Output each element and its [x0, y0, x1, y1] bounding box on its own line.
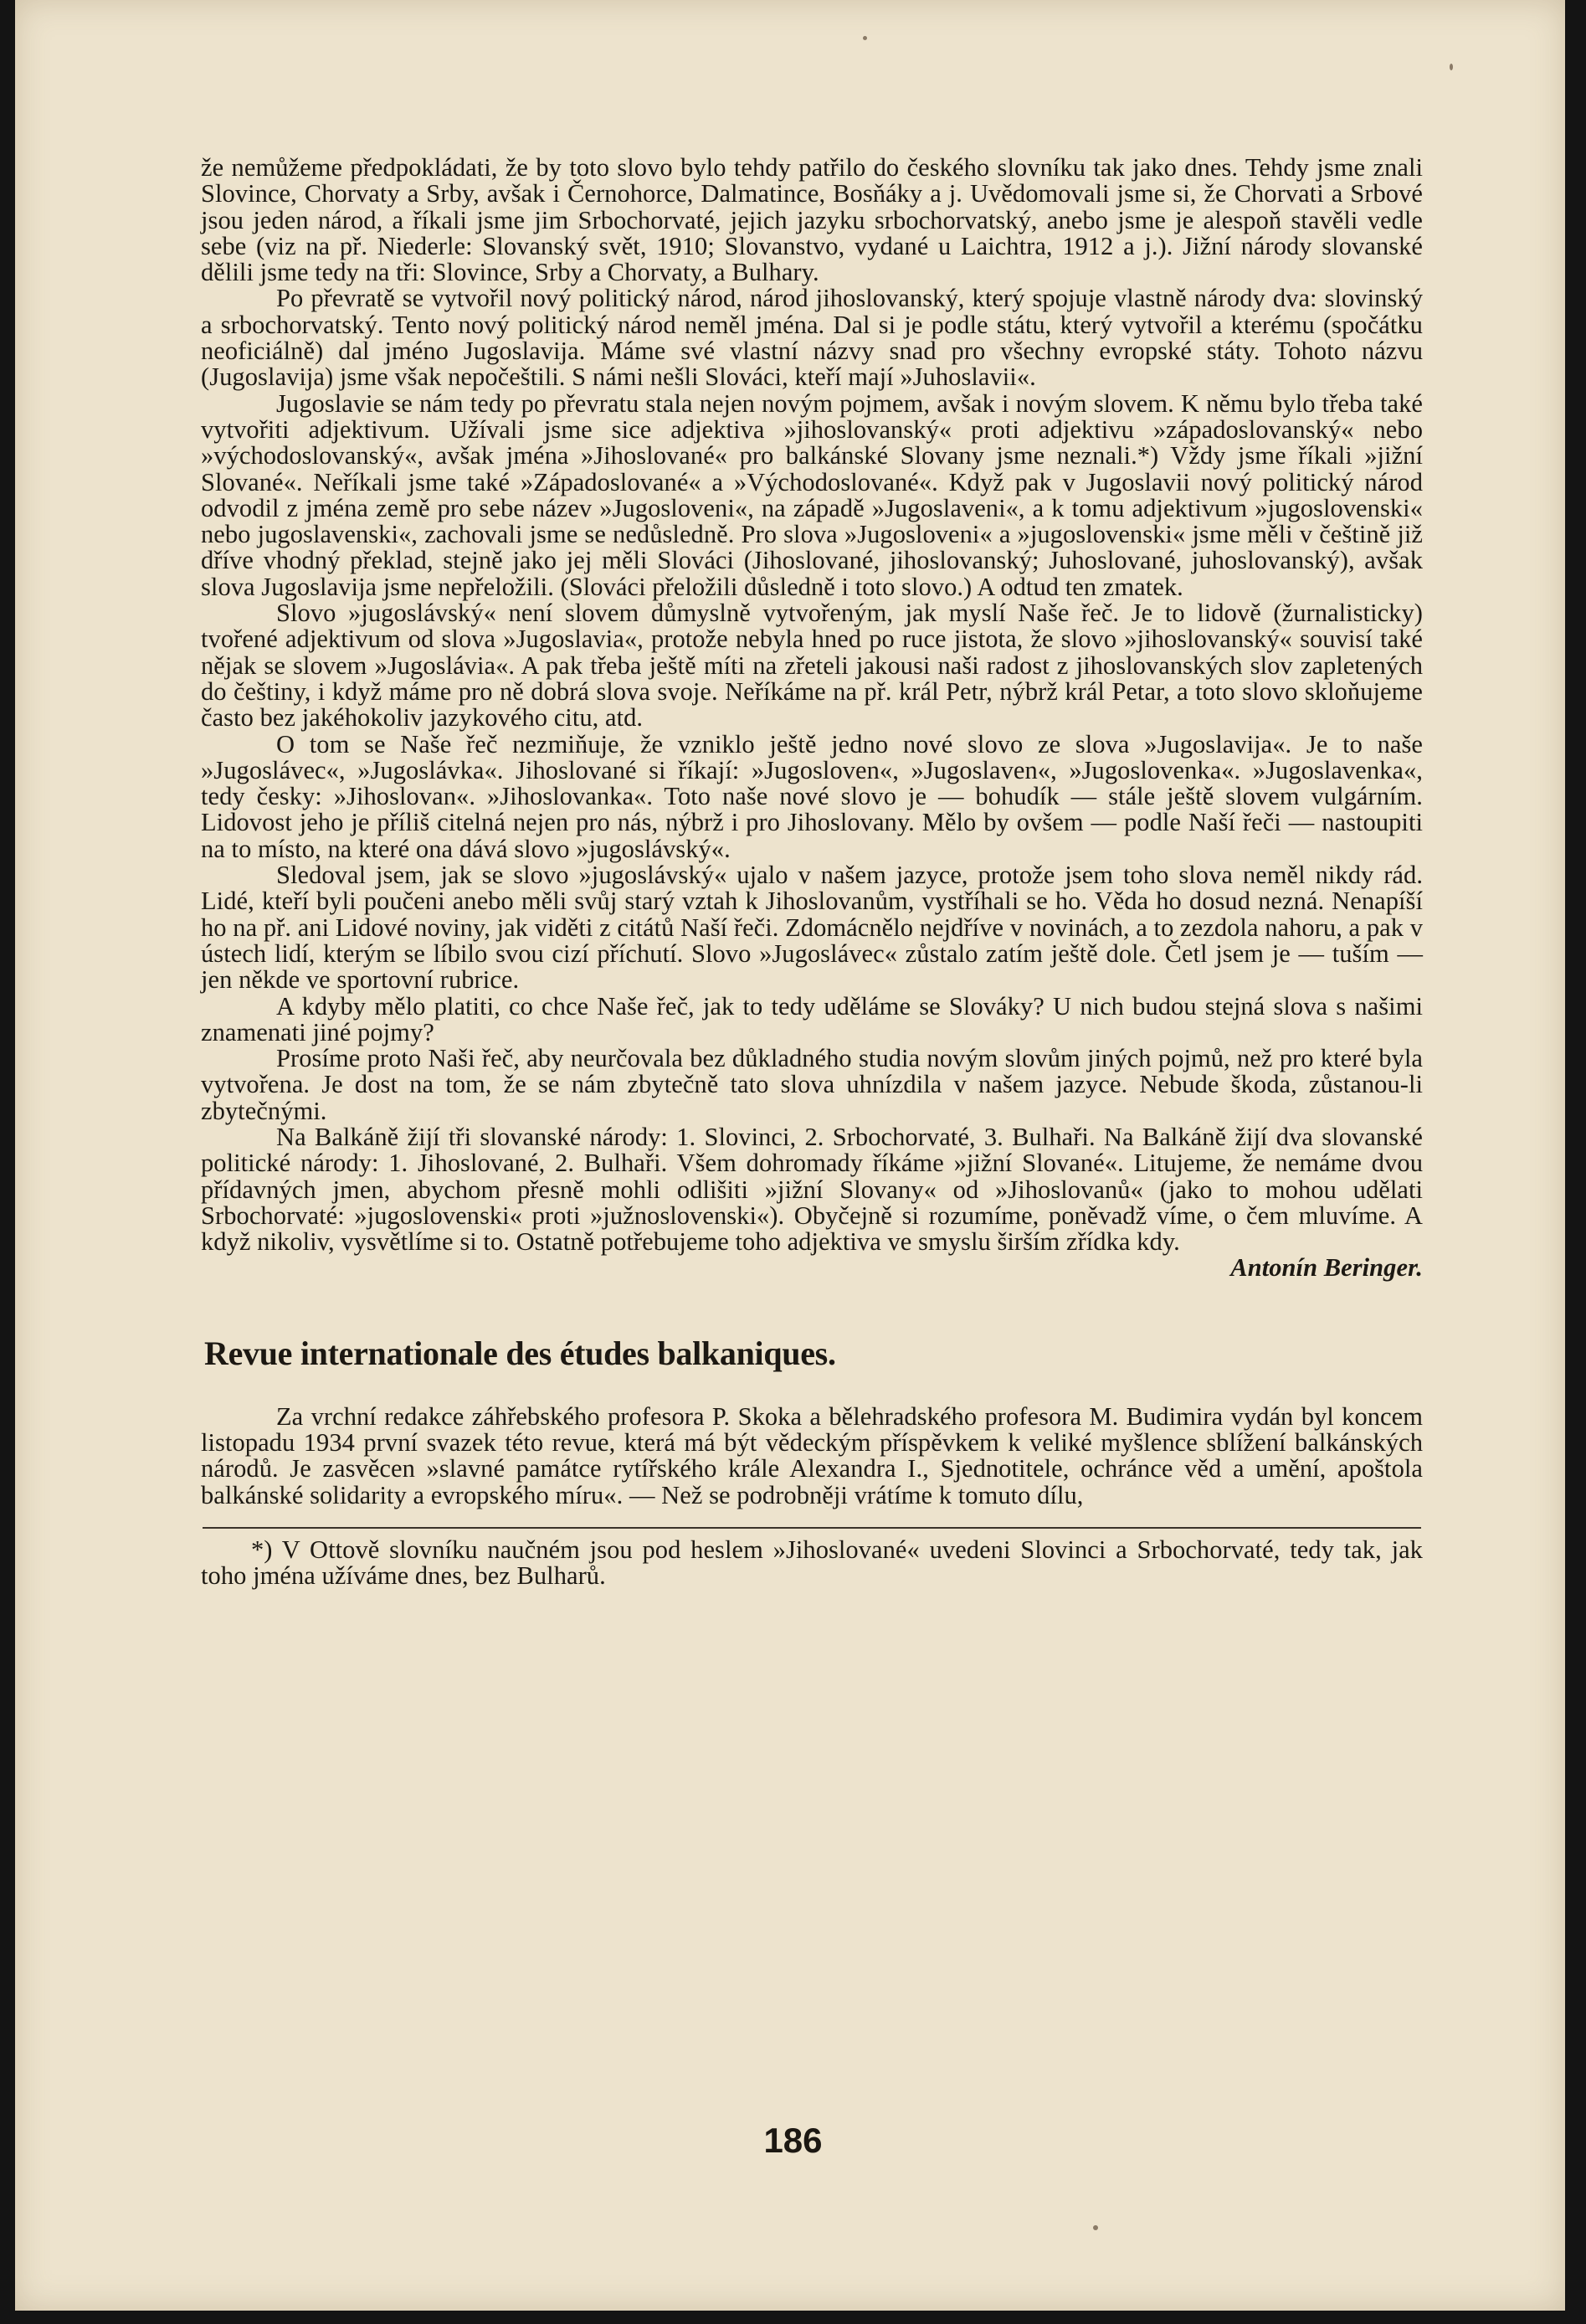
article-paragraph: Sledoval jsem, jak se slovo »jugoslávský« ujalo v našem jazyce, protože jsem toho slova neměl nikdy rád. Lidé, kteří byli poučeni anebo měli svůj starý vztah k Jihoslovanům, vystříhali se ho. Věda ho dosud nezná. Nenapíší ho na př. ani Lidové noviny, jak viděti z citátů Naší řeči. Zdomácnělo nejdříve v novinách, a to zezdola nahoru, a pak v ústech lidí, kterým se líbilo svou cizí příchutí. Slovo »Jugoslávec« zůstalo zatím ještě dole. Četl jsem je — tuším — jen někde ve sportovní rubrice. — [201, 861, 1423, 995]
ink-speck — [1093, 2225, 1098, 2230]
page-content — [201, 155, 1423, 1590]
article-final-paragraph — [201, 1122, 1423, 1283]
section-heading: Revue internationale des études balkaniques. — [204, 1334, 836, 1372]
article-paragraph: A kdyby mělo platiti, co chce Naše řeč, jak to tedy uděláme se Slováky? U nich budou stejná slova s našimi znamenati jiné pojmy? — [201, 991, 1423, 1046]
article-paragraph: O tom se Naše řeč nezmiňuje, že vzniklo ještě jedno nové slovo ze slova »Jugoslavija«. Je to naše »Jugoslávec«, »Jugoslávka«. Jihoslované si říkají: »Jugosloven«, »Jugoslaven«, »Jugoslovenka«. »Jugoslavenka«, tedy česky: »Jihoslovan«. »Jihoslovanka«. Toto naše nové slovo je — bohudík — stále ještě slovem vulgárním. Lidovost jeho je příliš citelná nejen pro nás, nýbrž i pro Jihoslovany. Mělo by ovšem — podle Naší řeči — nastoupiti na to místo, na které ona dává slovo »jugoslávský«. — [201, 729, 1423, 863]
article-paragraph: Prosíme proto Naši řeč, aby neurčovala bez důkladného studia novým slovům jiných pojmů, než pro které byla vytvořena. Je dost na tom, že se nám zbytečně tato slova uhnízdila v našem jazyce. Nebude škoda, zůstanou-li zbytečnými. — [201, 1044, 1423, 1125]
article-paragraph: Po převratě se vytvořil nový politický národ, národ jihoslovanský, který spojuje vlastně národy dva: slovinský a srbochorvatský. Tento nový politický národ neměl jména. Dal si je podle státu, který vytvořil a kterému (spočátku neoficiálně) dal jméno Jugoslavija. Máme své vlastní názvy snad pro všechny evropské státy. Tohoto názvu (Jugoslavija) jsme však nepočeštili. S námi nešli Slováci, kteří mají »Juhoslavii«. — [201, 284, 1423, 392]
review-paragraph: Za vrchní redakce záhřebského profesora P. Skoka a bělehradského profesora M. Budimira vydán byl koncem listopadu 1934 první svazek této revue, která má být vědeckým příspěvkem k veliké myšlence sblížení balkánských národů. Je zasvěcen »slavné památce rytířského krále Alexandra I., Sjednotitele, ochránce věd a umění, apoštola balkánské solidarity a evropského míru«. — Než se podrobněji vrátíme k tomuto dílu, — [201, 1401, 1423, 1509]
article-paragraph: Slovo »jugoslávský« není slovem důmyslně vytvořeným, jak myslí Naše řeč. Je to lidově (žurnalisticky) tvořené adjektivum od slova »Jugoslavia«, protože nebyla hned po ruce jistota, že slovo »jihoslovanský« souvisí také nějak se slovem »Jugoslávia«. A pak třeba ještě míti na zřeteli jakousi naši radost z jihoslovanských slov zapletených do češtiny, i když máme pro ně dobrá slova svoje. Neříkáme na př. král Petr, nýbrž král Petar, a toto slovo skloňujeme často bez jakéhokoliv jazykového citu, atd. — [201, 599, 1423, 733]
page-number: 186 — [763, 2121, 823, 2160]
ink-speck — [863, 36, 867, 40]
article-paragraph-text: Na Balkáně žijí tři slovanské národy: 1. Slovinci, 2. Srbochorvaté, 3. Bulhaři. Na Balkáně žijí dva slovanské politické národy: 1. Jihoslované, 2. Bulhaři. Všem dohromady říkáme »jižní Slované«. Litujeme, že nemáme dvou přídavných jmen, abychom přesně mohli odlišiti »jižní Slovany« od »Jihoslovanů« (jako to mohou udělati Srbochorvaté: »jugoslovenski« proti »južnoslovenski«). Obyčejně si rozumíme, poněvadž víme, o čem mluvíme. A když nikoliv, vysvětlíme si to. Ostatně potřebujeme toho adjektiva ve smyslu širším zřídka kdy. — [201, 1122, 1423, 1257]
footnote-text: *) V Ottově slovníku naučném jsou pod heslem »Jihoslované« uvedeni Slovinci a Srbochorvaté, tedy tak, jak toho jména užíváme dnes, bez Bulharů. — [201, 1535, 1423, 1591]
footnote-divider — [203, 1527, 1421, 1529]
author-signature: Antonín Beringer. — [1230, 1253, 1423, 1283]
article-paragraph: Jugoslavie se nám tedy po převratu stala nejen novým pojmem, avšak i novým slovem. K němu bylo třeba také vytvořiti adjektivum. Užívali jsme sice adjektiva »jihoslovanský« proti adjektivu »západoslovanský« nebo »východoslovanský«, avšak jména »Jihoslované« pro balkánské Slovany jsme neznali.*) Vždy jsme říkali »jižní Slované«. Neříkali jsme také »Západoslované« a »Východoslované«. Když pak v Jugoslavii nový politický národ odvodil z jména země pro sebe název »Jugosloveni«, na západě »Jugoslaveni«, a k tomu adjektivum »jugoslovenski« nebo jugoslavenski«, zachovali jsme se nedůsledně. Pro slova »Jugosloveni« a »jugoslovenski« jsme měli v češtině již dříve vhodný překlad, stejně jako jej měli Slováci (Jihoslované, jihoslovanský; Juhoslované, juhoslovanský), avšak slova Jugoslavija jsme nepřeložili. (Slováci přeložili důsledně i toto slovo.) A odtud ten zmatek. — [201, 388, 1423, 601]
ink-speck — [1450, 64, 1453, 70]
page-sheet — [15, 0, 1565, 2311]
article-paragraph: že nemůžeme předpokládati, že by toto slovo bylo tehdy patřilo do českého slovníku tak jako dnes. Tehdy jsme znali Slovince, Chorvaty a Srby, avšak i Černohorce, Dalmatince, Bosňáky a j. Uvědomovali jsme si, že Chorvati a Srbové jsou jeden národ, a říkali jsme jim Srbochorvaté, jejich jazyku srbochorvatský, anebo jsme je alespoň stavěli vedle sebe (viz na př. Niederle: Slovanský svět, 1910; Slovanstvo, vydané u Laichtra, 1912 a j.). Jižní národy slovanské dělili jsme tedy na tři: Slovince, Srby a Chorvaty, a Bulhary. — [201, 153, 1423, 287]
footnote — [201, 1537, 1423, 1590]
